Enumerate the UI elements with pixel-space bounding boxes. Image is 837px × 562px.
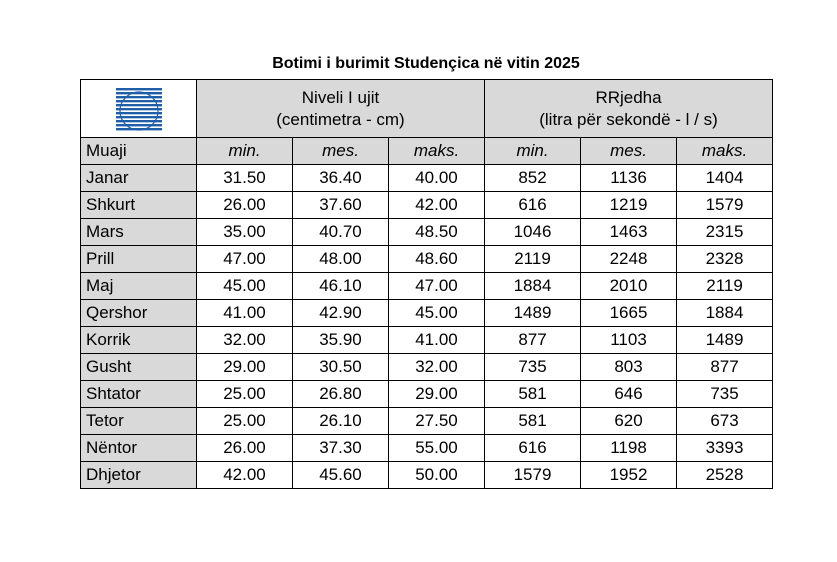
flow-maks-cell: 1404	[677, 165, 773, 192]
level-mes-cell: 46.10	[293, 273, 389, 300]
flow-min-cell: 581	[485, 408, 581, 435]
month-cell: Dhjetor	[81, 462, 197, 489]
level-mes-cell: 35.90	[293, 327, 389, 354]
flow-min-cell: 581	[485, 381, 581, 408]
level-maks-cell: 48.60	[389, 246, 485, 273]
flow-min-cell: 877	[485, 327, 581, 354]
level-mes-cell: 45.60	[293, 462, 389, 489]
flow-maks-cell: 673	[677, 408, 773, 435]
table-row	[81, 408, 773, 435]
flow-min-cell: 1046	[485, 219, 581, 246]
level-mes-header: mes.	[293, 138, 389, 165]
level-maks-cell: 47.00	[389, 273, 485, 300]
level-min-cell: 26.00	[197, 192, 293, 219]
flow-min-cell: 735	[485, 354, 581, 381]
flow-mes-cell: 2010	[581, 273, 677, 300]
flow-min-cell: 616	[485, 435, 581, 462]
table-row	[81, 273, 773, 300]
table-row	[81, 246, 773, 273]
flow-mes-cell: 1136	[581, 165, 677, 192]
flow-maks-cell: 3393	[677, 435, 773, 462]
flow-maks-cell: 2328	[677, 246, 773, 273]
logo-cell	[81, 80, 197, 138]
flow-mes-cell: 1103	[581, 327, 677, 354]
flow-min-cell: 1884	[485, 273, 581, 300]
flow-maks-cell: 735	[677, 381, 773, 408]
water-level-title: Niveli I ujit	[301, 87, 380, 107]
water-level-unit: (centimetra - cm)	[276, 109, 405, 129]
level-min-cell: 31.50	[197, 165, 293, 192]
flow-title: RRjedha	[595, 87, 662, 107]
table-row	[81, 462, 773, 489]
flow-maks-cell: 2528	[677, 462, 773, 489]
level-min-cell: 42.00	[197, 462, 293, 489]
flow-mes-header: mes.	[581, 138, 677, 165]
water-level-header	[197, 80, 485, 138]
level-min-cell: 25.00	[197, 408, 293, 435]
flow-min-cell: 1579	[485, 462, 581, 489]
month-column-header: Muaji	[81, 138, 197, 165]
month-cell: Gusht	[81, 354, 197, 381]
flow-mes-cell: 2248	[581, 246, 677, 273]
level-mes-cell: 26.80	[293, 381, 389, 408]
level-min-cell: 26.00	[197, 435, 293, 462]
level-mes-cell: 26.10	[293, 408, 389, 435]
flow-min-cell: 616	[485, 192, 581, 219]
level-maks-cell: 42.00	[389, 192, 485, 219]
flow-mes-cell: 1952	[581, 462, 677, 489]
water-source-table	[80, 79, 773, 489]
month-cell: Mars	[81, 219, 197, 246]
month-cell: Nëntor	[81, 435, 197, 462]
table-row	[81, 219, 773, 246]
flow-min-header: min.	[485, 138, 581, 165]
table-row	[81, 300, 773, 327]
flow-maks-header: maks.	[677, 138, 773, 165]
flow-mes-cell: 620	[581, 408, 677, 435]
flow-header	[485, 80, 773, 138]
month-cell: Shtator	[81, 381, 197, 408]
level-maks-cell: 48.50	[389, 219, 485, 246]
subheader-row	[81, 138, 773, 165]
level-maks-cell: 27.50	[389, 408, 485, 435]
month-cell: Tetor	[81, 408, 197, 435]
level-min-cell: 25.00	[197, 381, 293, 408]
header-row	[81, 80, 773, 138]
level-mes-cell: 37.60	[293, 192, 389, 219]
flow-min-cell: 1489	[485, 300, 581, 327]
flow-maks-cell: 1489	[677, 327, 773, 354]
level-mes-cell: 42.90	[293, 300, 389, 327]
flow-mes-cell: 646	[581, 381, 677, 408]
flow-min-cell: 852	[485, 165, 581, 192]
level-maks-cell: 40.00	[389, 165, 485, 192]
flow-maks-cell: 877	[677, 354, 773, 381]
month-cell: Qershor	[81, 300, 197, 327]
level-maks-cell: 32.00	[389, 354, 485, 381]
level-mes-cell: 36.40	[293, 165, 389, 192]
month-cell: Prill	[81, 246, 197, 273]
month-cell: Maj	[81, 273, 197, 300]
level-mes-cell: 40.70	[293, 219, 389, 246]
level-min-cell: 47.00	[197, 246, 293, 273]
level-mes-cell: 30.50	[293, 354, 389, 381]
level-min-cell: 29.00	[197, 354, 293, 381]
level-min-cell: 41.00	[197, 300, 293, 327]
table-body	[81, 165, 773, 489]
flow-maks-cell: 2315	[677, 219, 773, 246]
level-min-cell: 32.00	[197, 327, 293, 354]
table-row	[81, 435, 773, 462]
flow-maks-cell: 2119	[677, 273, 773, 300]
table-row	[81, 354, 773, 381]
level-mes-cell: 37.30	[293, 435, 389, 462]
level-maks-cell: 41.00	[389, 327, 485, 354]
level-maks-cell: 55.00	[389, 435, 485, 462]
flow-maks-cell: 1579	[677, 192, 773, 219]
month-cell: Janar	[81, 165, 197, 192]
table-row	[81, 381, 773, 408]
table-row	[81, 165, 773, 192]
level-maks-cell: 50.00	[389, 462, 485, 489]
level-min-header: min.	[197, 138, 293, 165]
level-mes-cell: 48.00	[293, 246, 389, 273]
level-min-cell: 35.00	[197, 219, 293, 246]
flow-mes-cell: 1665	[581, 300, 677, 327]
month-cell: Shkurt	[81, 192, 197, 219]
month-cell: Korrik	[81, 327, 197, 354]
flow-maks-cell: 1884	[677, 300, 773, 327]
water-drop-logo-icon	[114, 86, 164, 132]
flow-min-cell: 2119	[485, 246, 581, 273]
flow-mes-cell: 803	[581, 354, 677, 381]
table-title: Botimi i burimit Studençica në vitin 2025	[272, 55, 580, 72]
level-min-cell: 45.00	[197, 273, 293, 300]
flow-mes-cell: 1219	[581, 192, 677, 219]
level-maks-cell: 29.00	[389, 381, 485, 408]
flow-mes-cell: 1463	[581, 219, 677, 246]
flow-mes-cell: 1198	[581, 435, 677, 462]
level-maks-header: maks.	[389, 138, 485, 165]
table-row	[81, 192, 773, 219]
flow-unit: (litra për sekondë - l / s)	[539, 109, 718, 129]
level-maks-cell: 45.00	[389, 300, 485, 327]
table-row	[81, 327, 773, 354]
